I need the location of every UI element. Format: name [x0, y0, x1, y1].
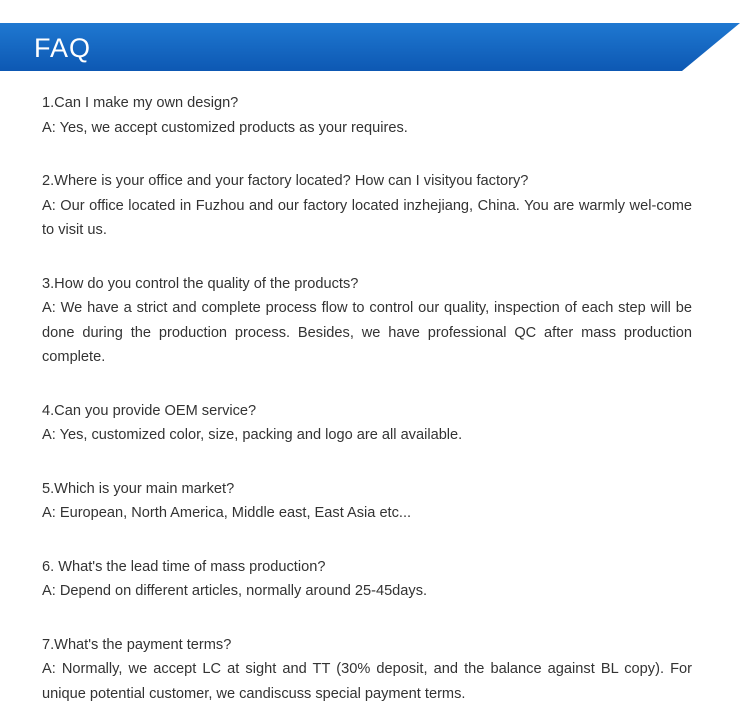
- page-title: FAQ: [34, 33, 92, 63]
- faq-question: 6. What's the lead time of mass production?: [42, 558, 326, 575]
- faq-answer: A: We have a strict and complete process flow to control our quality, inspection of each step will be done during the production process. Besides, we have professional QC after mass production complete.: [42, 300, 692, 365]
- faq-item-1: [42, 91, 692, 140]
- faq-answer: A: Our office located in Fuzhou and our factory located inzhejiang, China. You are warmly wel-come to visit us.: [42, 197, 692, 238]
- header-banner-shape: [0, 23, 740, 71]
- faq-question: 3.How do you control the quality of the products?: [42, 275, 359, 292]
- faq-question: 4.Can you provide OEM service?: [42, 402, 257, 419]
- faq-item-2: [42, 169, 692, 243]
- faq-answer: A: Yes, customized color, size, packing and logo are all available.: [42, 427, 463, 443]
- faq-item-4: [42, 399, 692, 448]
- faq-question: 7.What's the payment terms?: [42, 636, 232, 653]
- faq-question: 2.Where is your office and your factory located? How can I visityou factory?: [42, 173, 529, 189]
- faq-answer: A: Depend on different articles, normally around 25-45days.: [42, 583, 428, 599]
- faq-answer: A: European, North America, Middle east, East Asia etc...: [42, 505, 412, 521]
- faq-question: 5.Which is your main market?: [42, 480, 235, 497]
- faq-item-5: [42, 477, 692, 526]
- faq-item-3: [42, 272, 692, 370]
- faq-answer: A: Yes, we accept customized products as your requires.: [42, 119, 408, 136]
- faq-header-banner: [0, 23, 740, 71]
- faq-item-7: [42, 633, 692, 707]
- faq-list: [42, 91, 692, 706]
- faq-item-6: [42, 555, 692, 604]
- faq-answer: A: Normally, we accept LC at sight and TT (30% deposit, and the balance against BL copy). For unique potential customer, we candiscuss special payment terms.: [42, 661, 692, 702]
- faq-question: 1.Can I make my own design?: [42, 95, 239, 111]
